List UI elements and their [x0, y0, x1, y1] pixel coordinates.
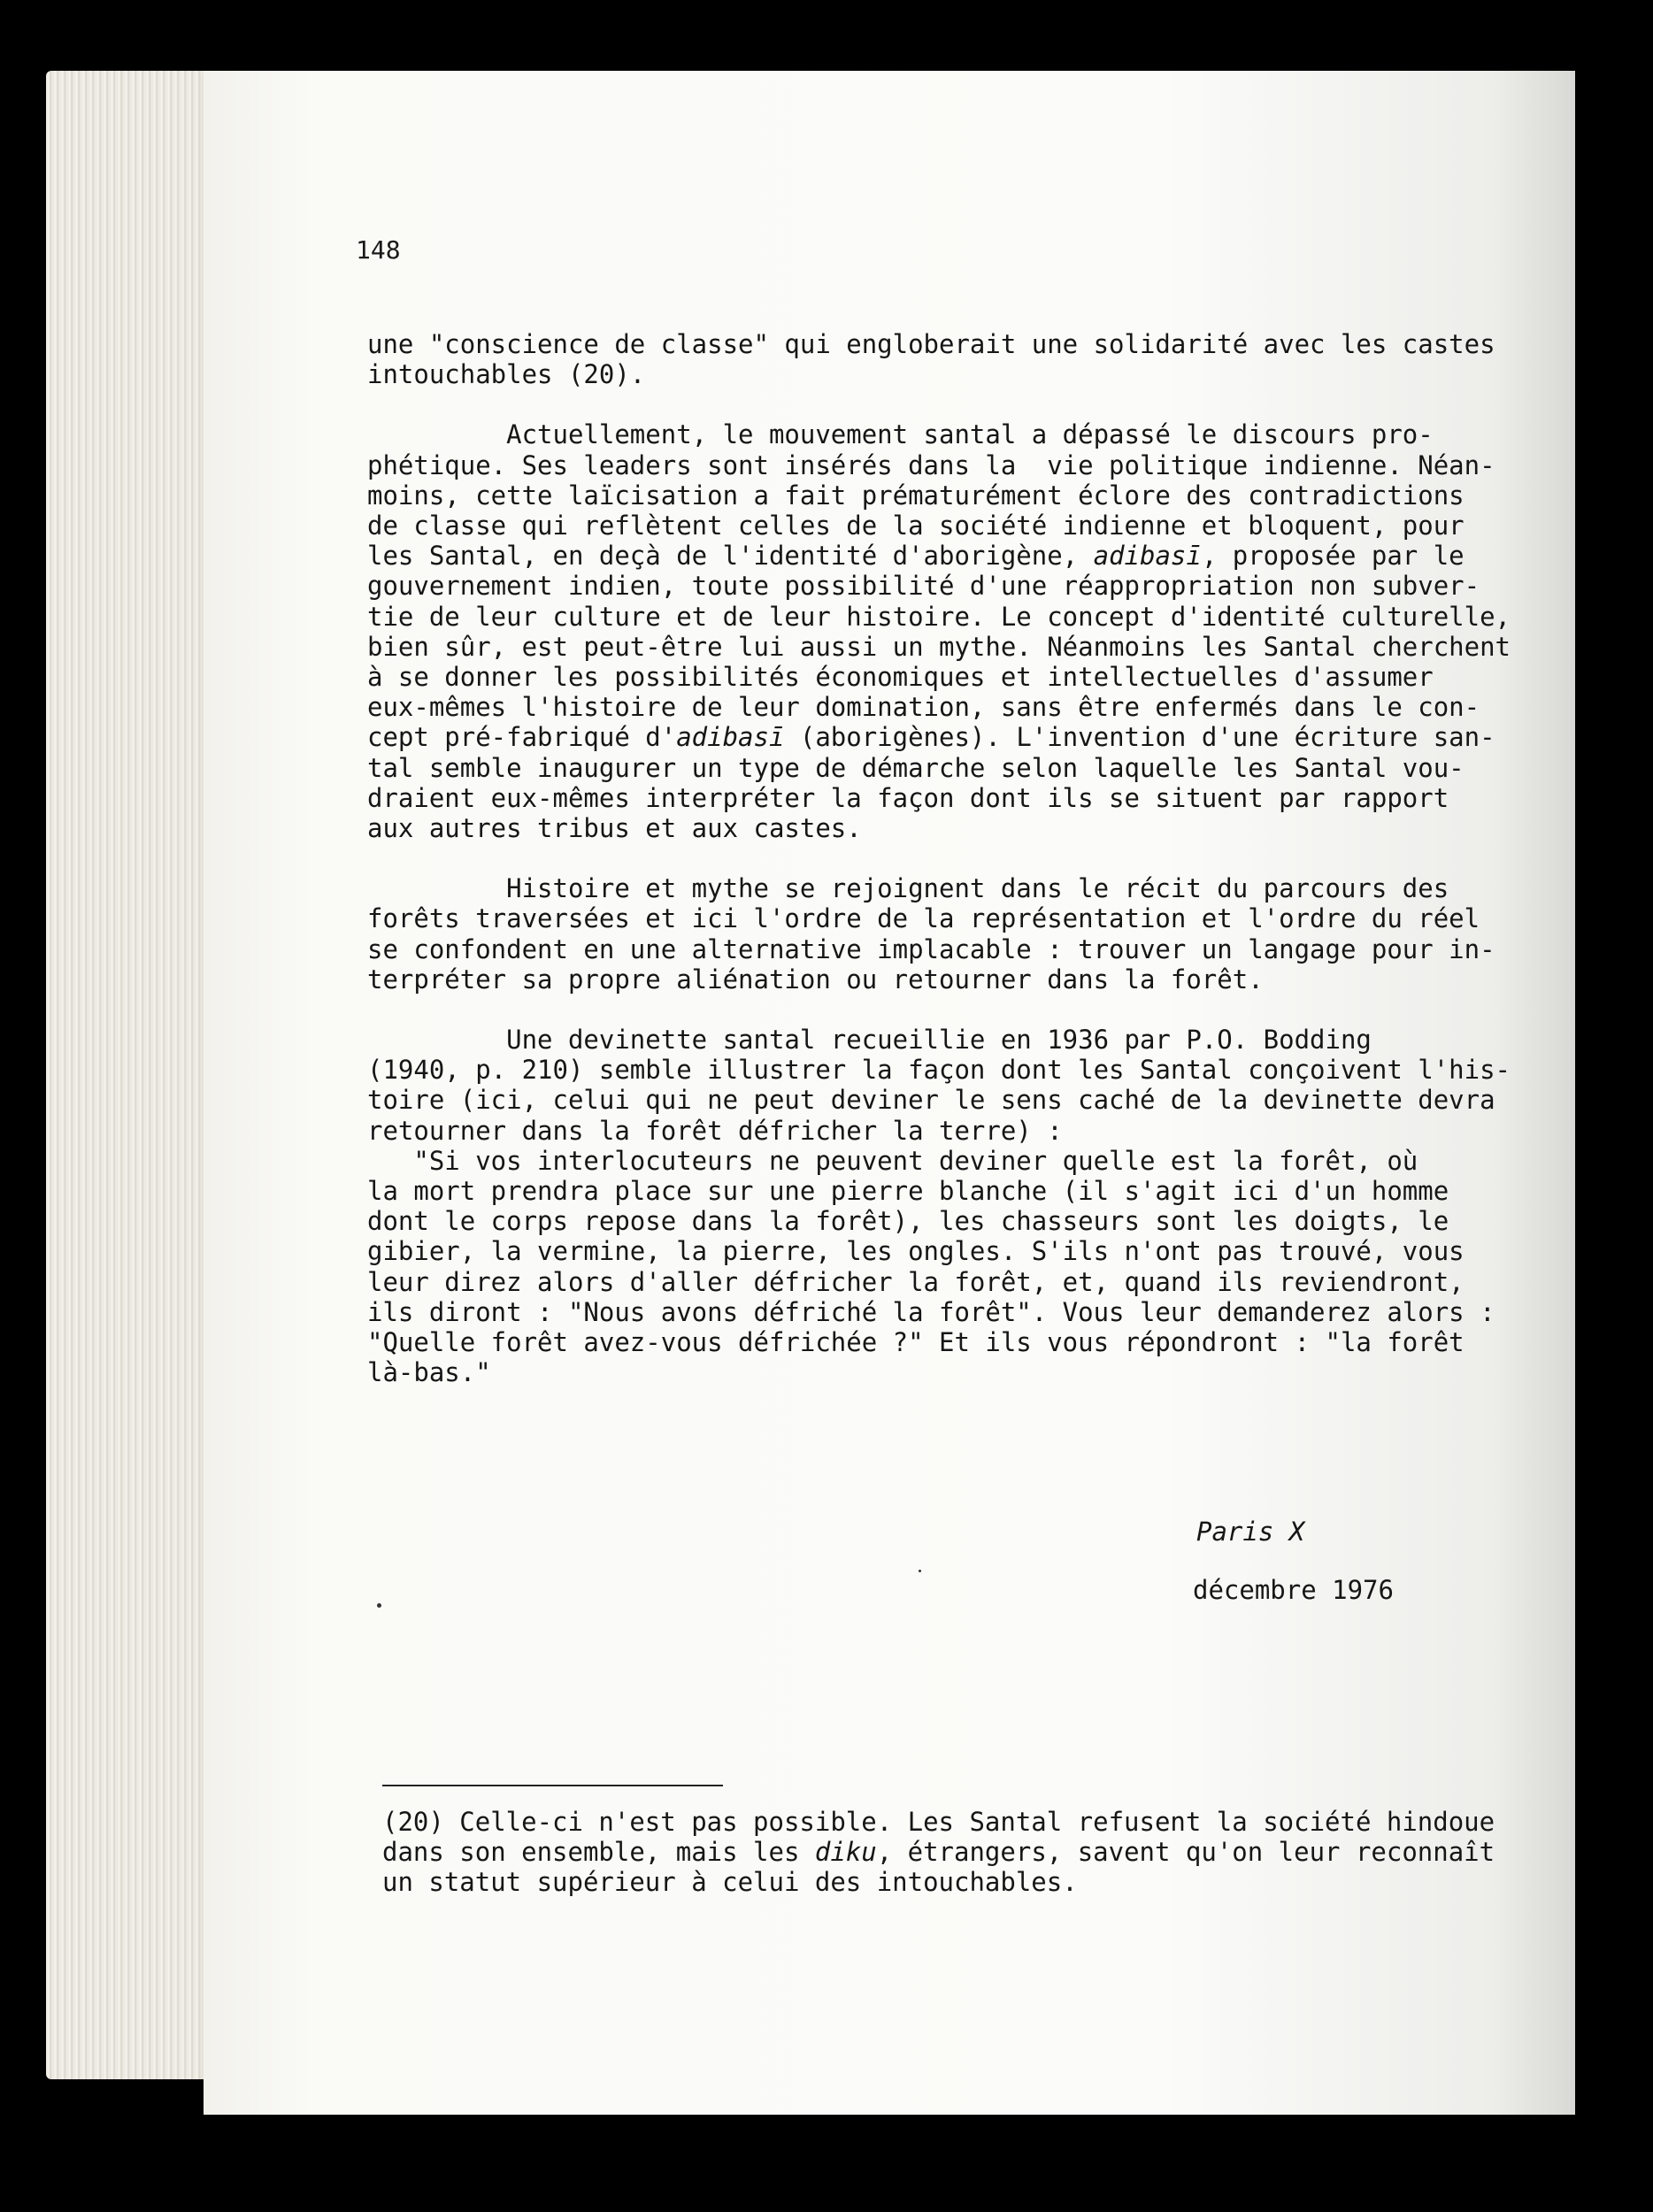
text-line: (1940, p. 210) semble illustrer la façon dont les Santal conçoivent l'his-: [367, 1055, 1511, 1086]
text-fragment: , étrangers, savent qu'on leur reconnaît: [876, 1837, 1495, 1868]
text-fragment: les Santal, en deçà de l'identité d'aborigène,: [367, 541, 1094, 572]
text-line: [367, 541, 1513, 571]
text-line: tie de leur culture et de leur histoire. Le concept d'identité culturelle,: [367, 601, 1511, 632]
quote-line: dont le corps repose dans la forêt), les chasseurs sont les doigts, le: [367, 1206, 1449, 1237]
footnote-line: (20) Celle-ci n'est pas possible. Les Santal refusent la société hindoue: [382, 1807, 1495, 1837]
footnote-rule: [382, 1785, 723, 1786]
footnote-line: un statut supérieur à celui des intouchables.: [382, 1867, 1078, 1898]
text-line: bien sûr, est peut-être lui aussi un mythe. Néanmoins les Santal cherchent: [367, 631, 1511, 662]
text-line: intouchables (20).: [367, 359, 646, 390]
italic-term: adibasī: [1093, 541, 1202, 572]
text-line: retourner dans la forêt défricher la terre) :: [367, 1115, 1063, 1146]
text-line: se confondent en une alternative implacable : trouver un langage pour in-: [367, 933, 1495, 964]
text-fragment: cept pré-fabriqué d': [367, 722, 677, 753]
text-line: tal semble inaugurer un type de démarche selon laquelle les Santal vou-: [367, 752, 1465, 783]
text-line: de classe qui reflètent celles de la société indienne et bloquent, pour: [367, 511, 1465, 541]
text-line: draient eux-mêmes interpréter la façon dont ils se situent par rapport: [367, 782, 1449, 813]
quote-line: "Quelle forêt avez-vous défrichée ?" Et ils vous répondront : "la forêt: [367, 1327, 1465, 1358]
date-signature: décembre 1976: [1193, 1575, 1394, 1605]
quote-line: là-bas.": [367, 1357, 491, 1388]
text-line: terpréter sa propre aliénation ou retourner dans la forêt.: [367, 964, 1264, 995]
quote-line: gibier, la vermine, la pierre, les ongles. S'ils n'ont pas trouvé, vous: [367, 1236, 1465, 1267]
body-text: [367, 329, 1513, 1388]
italic-term: adibasī: [676, 722, 785, 753]
text-line: forêts traversées et ici l'ordre de la représentation et l'ordre du réel: [367, 903, 1480, 934]
text-line: moins, cette laïcisation a fait prématurément éclore des contradictions: [367, 480, 1465, 511]
text-fragment: , proposée par le: [1201, 541, 1465, 572]
text-fragment: dans son ensemble, mais les: [382, 1837, 815, 1868]
page-number: 148: [356, 235, 401, 265]
place-signature: Paris X: [1196, 1517, 1305, 1547]
text-line: Actuellement, le mouvement santal a dépassé le discours pro-: [367, 419, 1434, 450]
quote-line: la mort prendra place sur une pierre blanche (il s'agit ici d'un homme: [367, 1176, 1449, 1207]
text-line: phétique. Ses leaders sont insérés dans la vie politique indienne. Néan-: [367, 449, 1495, 480]
text-line: une "conscience de classe" qui engloberait une solidarité avec les castes: [367, 329, 1495, 359]
footnote-line: [382, 1837, 1515, 1867]
text-line: Une devinette santal recueillie en 1936 par P.O. Bodding: [367, 1025, 1372, 1056]
ink-speck: [919, 1570, 921, 1572]
text-line: à se donner les possibilités économiques et intellectuelles d'assumer: [367, 662, 1434, 693]
footnote: [382, 1807, 1515, 1898]
quote-line: ils diront : "Nous avons défriché la forêt". Vous leur demanderez alors :: [367, 1296, 1495, 1327]
text-line: toire (ici, celui qui ne peut deviner le sens caché de la devinette devra: [367, 1085, 1495, 1116]
text-line: aux autres tribus et aux castes.: [367, 813, 862, 844]
quote-line: "Si vos interlocuteurs ne peuvent deviner quelle est la forêt, où: [367, 1145, 1419, 1176]
text-fragment: (aborigènes). L'invention d'une écriture san-: [784, 722, 1495, 753]
quote-line: leur direz alors d'aller défricher la forêt, et, quand ils reviendront,: [367, 1266, 1465, 1297]
text-line: [367, 722, 1513, 752]
text-line: eux-mêmes l'histoire de leur domination, sans être enfermés dans le con-: [367, 692, 1480, 723]
italic-term: diku: [814, 1837, 877, 1868]
text-line: Histoire et mythe se rejoignent dans le récit du parcours des: [367, 873, 1449, 904]
ink-speck: [377, 1603, 381, 1608]
text-line: gouvernement indien, toute possibilité d'une réappropriation non subver-: [367, 571, 1480, 602]
